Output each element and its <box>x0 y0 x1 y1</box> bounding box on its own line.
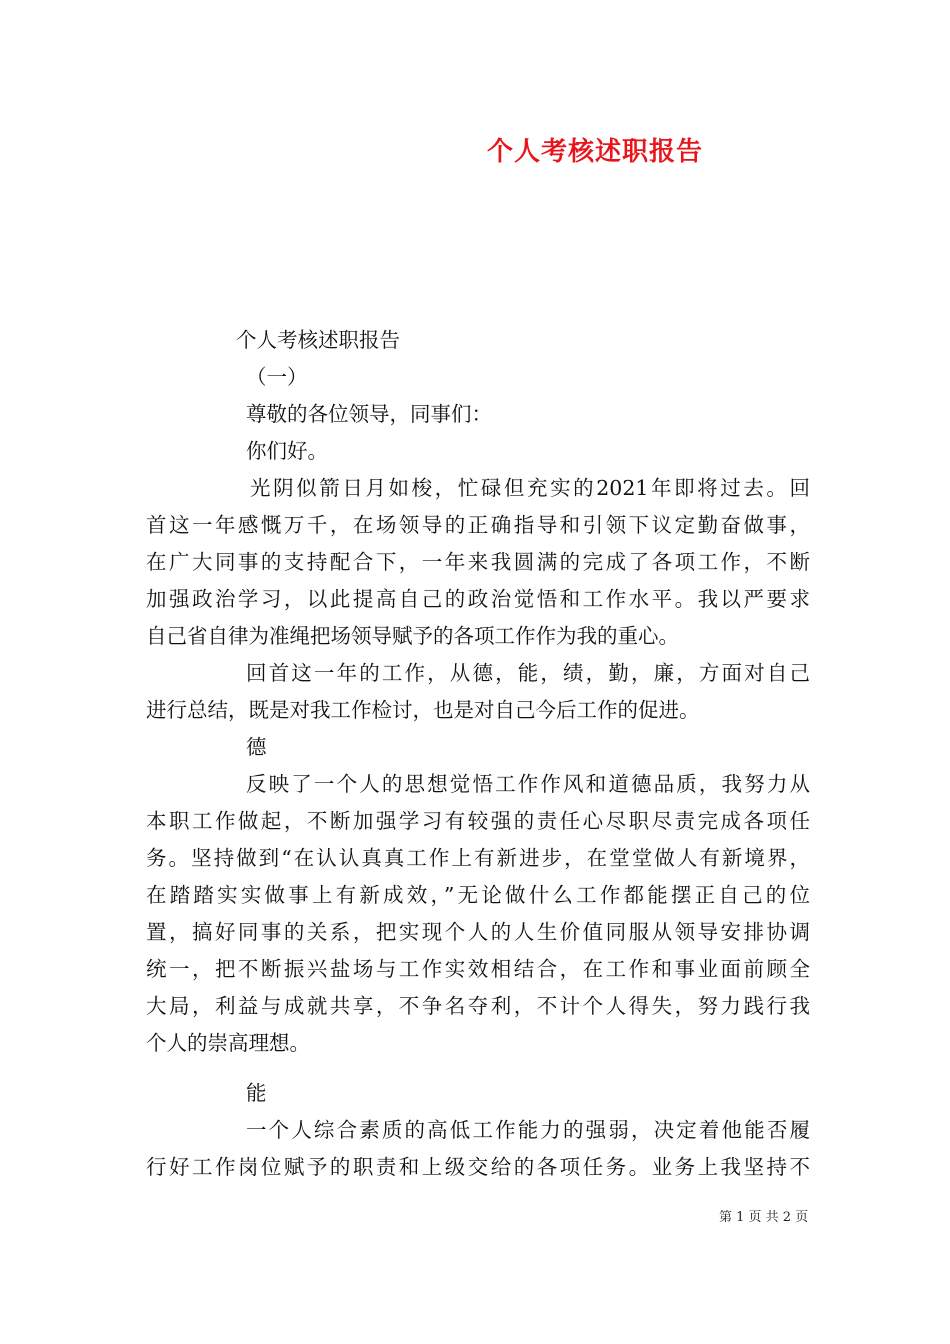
paragraph-line: 务。坚持做到“在认认真真工作上有新进步，在堂堂做人有新境界， <box>146 846 810 870</box>
paragraph-line: 反映了一个人的思想觉悟工作作风和道德品质，我努力从 <box>246 772 810 796</box>
paragraph-line: 行好工作岗位赋予的职责和上级交给的各项任务。业务上我坚持不 <box>146 1155 810 1179</box>
page-footer: 第 1 页 共 2 页 <box>719 1210 809 1225</box>
greeting: 你们好。 <box>246 439 328 463</box>
page-title: 个人考核述职报告 <box>487 137 704 167</box>
paragraph-line: 在踏踏实实做事上有新成效，”无论做什么工作都能摆正自己的位 <box>146 883 810 907</box>
section-heading-neng: 能 <box>246 1081 267 1105</box>
paragraph-line: 在广大同事的支持配合下，一年来我圆满的完成了各项工作，不断 <box>146 550 810 574</box>
salutation: 尊敬的各位领导，同事们： <box>246 402 492 426</box>
paragraph-line: 回首这一年的工作，从德，能，绩，勤，廉，方面对自己 <box>246 661 810 685</box>
paragraph-line: 光阴似箭日月如梭，忙碌但充实的2021年即将过去。回 <box>250 476 810 500</box>
paragraph-line: 个人的崇高理想。 <box>146 1031 310 1055</box>
paragraph-line: 大局，利益与成就共享，不争名夺利，不计个人得失，努力践行我 <box>146 994 810 1018</box>
paragraph-line: 进行总结，既是对我工作检讨，也是对自己今后工作的促进。 <box>146 698 700 722</box>
paragraph-line: 本职工作做起，不断加强学习有较强的责任心尽职尽责完成各项任 <box>146 809 810 833</box>
document-body <box>146 322 810 1186</box>
paragraph-line: 一个人综合素质的高低工作能力的强弱，决定着他能否履 <box>246 1118 810 1142</box>
paragraph-line: 首这一年感慨万千，在场领导的正确指导和引领下议定勤奋做事， <box>146 513 810 537</box>
section-heading-de: 德 <box>246 735 267 759</box>
paragraph-line: 统一，把不断振兴盐场与工作实效相结合，在工作和事业面前顾全 <box>146 957 810 981</box>
paragraph-line: 加强政治学习，以此提高自己的政治觉悟和工作水平。我以严要求 <box>146 587 810 611</box>
paragraph-line: 置，搞好同事的关系，把实现个人的人生价值同服从领导安排协调 <box>146 920 810 944</box>
document-subtitle: 个人考核述职报告 <box>236 328 400 352</box>
paragraph-line: 自己省自律为准绳把场领导赋予的各项工作作为我的重心。 <box>146 624 679 648</box>
section-number: （一） <box>246 365 308 389</box>
